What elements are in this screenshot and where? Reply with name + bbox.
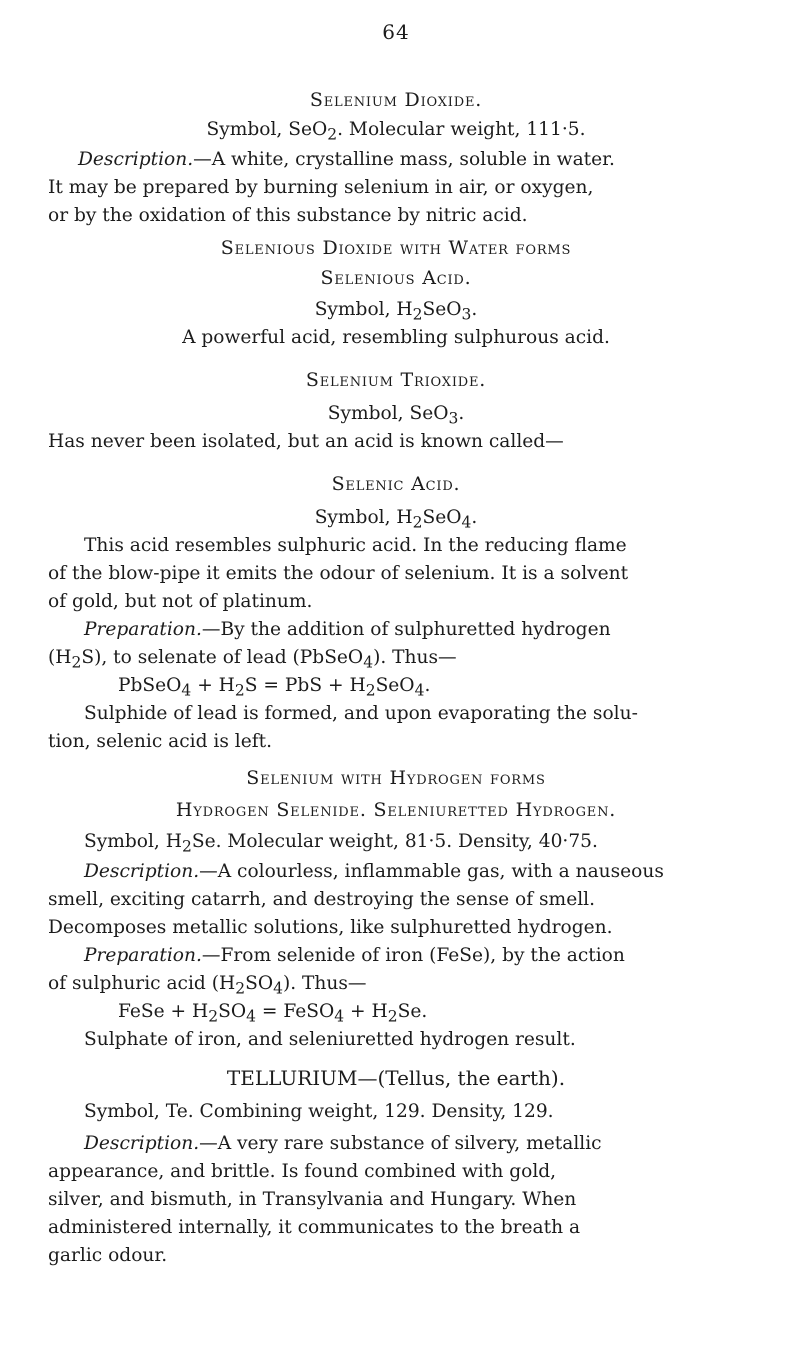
selenic-acid-equation: PbSeO$_4$ + $H_2S$ = PbS + $H_2SeO_4$. [118, 675, 431, 700]
text-line: Sulphide of lead is formed, and upon evaporating the solu- [84, 703, 638, 724]
text-line: It may be prepared by burning selenium in air, or oxygen, [48, 177, 594, 198]
heading-hydrogen-selenide: Hydrogen Selenide. Seleniuretted Hydrogen. [175, 799, 617, 821]
heading-tellurium: TELLURIUM—(Tellus, the earth). [226, 1066, 566, 1090]
text-line: smell, exciting catarrh, and destroying the sense of smell. [48, 889, 595, 910]
selenious-acid-description: A powerful acid, resembling sulphurous acid. [182, 327, 610, 348]
text-line: of sulphuric acid $(H_2SO_4)$. Thus— [48, 973, 367, 998]
text-line: of gold, but not of platinum. [48, 591, 313, 612]
selenium-trioxide-symbol: Symbol, SeO$_3$. [327, 403, 465, 428]
hydrogen-selenide-preparation: Preparation.—From selenide of iron (FeSe), by the action [84, 945, 625, 966]
selenium-trioxide-description: Has never been isolated, but an acid is known called— [48, 431, 564, 452]
tellurium-symbol: Symbol, Te. Combining weight, 129. Density, 129. [84, 1101, 554, 1122]
text-line: This acid resembles sulphuric acid. In the reducing flame [84, 535, 627, 556]
text-line: tion, selenic acid is left. [48, 731, 273, 752]
text-line: $(H_2S)$, to selenate of lead (PbSeO$_4$). Thus— [48, 647, 457, 672]
text-line: appearance, and brittle. Is found combined with gold, [48, 1161, 557, 1182]
heading-selenium-with-hydrogen: Selenium with Hydrogen forms [246, 767, 546, 789]
selenium-dioxide-symbol: Symbol, SeO$_2$. Molecular weight, 111·5. [206, 119, 586, 144]
selenium-dioxide-description: Description.—A white, crystalline mass, soluble in water. [78, 149, 615, 170]
tellurium-description: Description.—A very rare substance of silvery, metallic [84, 1133, 602, 1154]
selenic-acid-symbol: Symbol, $H_2SeO_4$. [314, 507, 478, 532]
text-line: Decomposes metallic solutions, like sulphuretted hydrogen. [48, 917, 613, 938]
text-line: silver, and bismuth, in Transylvania and Hungary. When [48, 1189, 577, 1210]
heading-selenic-acid: Selenic Acid. [331, 473, 461, 495]
hydrogen-selenide-equation: FeSe + $H_2SO_4$ = FeSO$_4$ + $H_2Se$. [118, 1001, 428, 1026]
heading-selenium-trioxide: Selenium Trioxide. [305, 369, 487, 391]
text-line: garlic odour. [48, 1245, 168, 1266]
selenious-acid-symbol: Symbol, $H_2SeO_3$. [314, 299, 478, 324]
text-line: Sulphate of iron, and seleniuretted hydrogen result. [84, 1029, 576, 1050]
hydrogen-selenide-description: Description.—A colourless, inflammable gas, with a nauseous [84, 861, 664, 882]
heading-selenious-acid: Selenious Acid. [320, 267, 472, 289]
text-line: of the blow-pipe it emits the odour of selenium. It is a solvent [48, 563, 629, 584]
hydrogen-selenide-symbol: Symbol, $H_2Se$. Molecular weight, 81·5. Density, 40·75. [84, 831, 598, 856]
text-line: administered internally, it communicates to the breath a [48, 1217, 581, 1238]
heading-selenious-dioxide-with-water: Selenious Dioxide with Water forms [220, 237, 572, 259]
text-line: or by the oxidation of this substance by nitric acid. [48, 205, 528, 226]
heading-selenium-dioxide: Selenium Dioxide. [309, 89, 483, 111]
page-number: 64 [382, 20, 410, 44]
selenic-acid-preparation: Preparation.—By the addition of sulphuretted hydrogen [84, 619, 611, 640]
